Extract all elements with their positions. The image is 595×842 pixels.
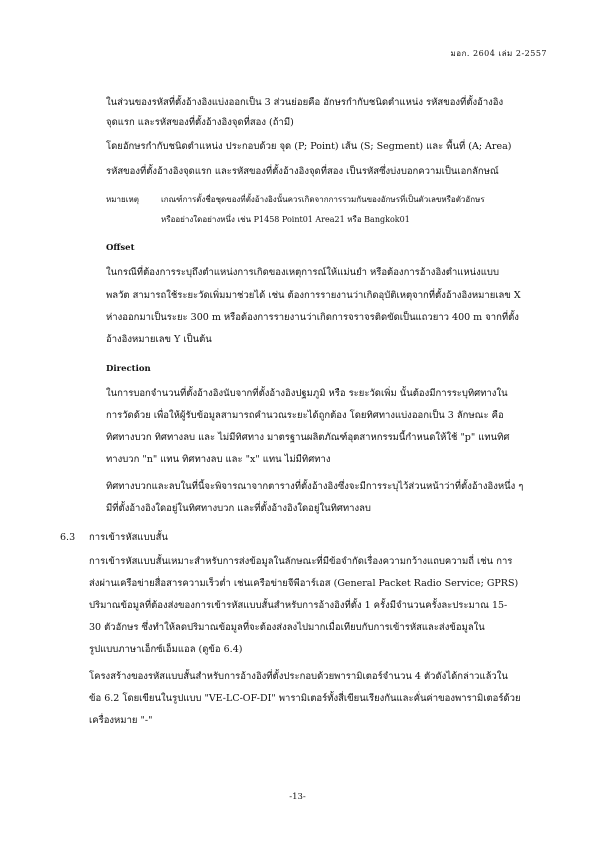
paragraph-line: รูปแบบภาษาเอ็กซ์เอ็มแอล (ดูข้อ 6.4) bbox=[89, 644, 243, 655]
paragraph-line: ในส่วนของรหัสที่ตั้งอ้างอิงแบ่งออกเป็น 3 ส่วนย่อยคือ อักษรกำกับชนิดตำแหน่ง รหัสของที่ตั้งอ้างอิง bbox=[106, 97, 504, 108]
note-label: หมายเหตุ bbox=[106, 195, 139, 204]
section-number: 6.3 bbox=[60, 532, 76, 543]
page-number: -13- bbox=[289, 792, 306, 802]
offset-heading: Offset bbox=[106, 243, 135, 253]
paragraph-line: ทางบวก "n" แทน ทิศทางลบ และ "x" แทน ไม่มีทิศทาง bbox=[106, 454, 331, 465]
paragraph-line: ห่างออกมาเป็นระยะ 300 m หรือต้องการรายงานว่าเกิดการจราจรติดขัดเป็นแถวยาว 400 m จากที่ตั้ง bbox=[106, 312, 519, 323]
paragraph-line: ในกรณีที่ต้องการระบุถึงตำแหน่งการเกิดของเหตุการณ์ให้แม่นยำ หรือต้องการอ้างอิงตำแหน่งแบบ bbox=[106, 267, 499, 278]
paragraph-line: จุดแรก และรหัสของที่ตั้งอ้างอิงจุดที่สอง (ถ้ามี) bbox=[106, 117, 294, 128]
paragraph-line: รหัสของที่ตั้งอ้างอิงจุดแรก และรหัสของที่ตั้งอ้างอิงจุดที่สอง เป็นรหัสซึ่งบ่งบอกความเป็นเอกลักษณ์ bbox=[106, 166, 499, 177]
paragraph-line: การวัดด้วย เพื่อให้ผู้รับข้อมูลสามารถคำนวณระยะได้ถูกต้อง โดยทิศทางแบ่งออกเป็น 3 ลักษณะ คือ bbox=[106, 410, 504, 421]
paragraph-line: ทิศทางบวก ทิศทางลบ และ ไม่มีทิศทาง มาตรฐานผลิตภัณฑ์อุตสาหกรรมนี้กำหนดให้ใช้ "p" แทนทิศ bbox=[106, 432, 510, 443]
paragraph-line: เครื่องหมาย "-" bbox=[89, 715, 153, 726]
direction-heading: Direction bbox=[106, 364, 151, 374]
section-title: การเข้ารหัสแบบสั้น bbox=[89, 532, 168, 543]
standard-code: มอก. 2604 เล่ม 2-2557 bbox=[450, 49, 547, 58]
paragraph-line: พลวัต สามารถใช้ระยะวัดเพิ่มมาช่วยได้ เช่น ต้องการรายงานว่าเกิดอุบัติเหตุจากที่ตั้งอ้างอิงหมายเลข X bbox=[106, 290, 521, 301]
paragraph-line: ข้อ 6.2 โดยเขียนในรูปแบบ "VE-LC-OF-DI" พารามิเตอร์ทั้งสี่เขียนเรียงกันและคั่นค่าของพารามิเตอร์ด้วย bbox=[89, 693, 521, 704]
paragraph-line: มีที่ตั้งอ้างอิงใดอยู่ในทิศทางบวก และที่ตั้งอ้างอิงใดอยู่ในทิศทางลบ bbox=[106, 503, 371, 514]
paragraph-line: การเข้ารหัสแบบสั้นเหมาะสำหรับการส่งข้อมูลในลักษณะที่มีข้อจำกัดเรื่องความกว้างแถบความถี่ เช่น การ bbox=[89, 556, 513, 567]
paragraph-line: 30 ตัวอักษร ซึ่งทำให้ลดปริมาณข้อมูลที่จะต้องส่งลงไปมากเมื่อเทียบกับการเข้ารหัสและส่งข้อมูลใน bbox=[89, 622, 485, 633]
paragraph-line: ปริมาณข้อมูลที่ต้องส่งของการเข้ารหัสแบบสั้นสำหรับการอ้างอิงที่ตั้ง 1 ครั้งมีจำนวนครั้งละประมาณ 15- bbox=[89, 600, 508, 611]
paragraph-line: โดยอักษรกำกับชนิดตำแหน่ง ประกอบด้วย จุด (P; Point) เส้น (S; Segment) และ พื้นที่ (A; Area) bbox=[106, 141, 512, 152]
paragraph-line: ทิศทางบวกและลบในที่นี้จะพิจารณาจากตารางที่ตั้งอ้างอิงซึ่งจะมีการระบุไว้ส่วนหน้าว่าที่ตั้งอ้างอิงหนึ่ง ๆ bbox=[106, 481, 524, 492]
paragraph-line: โครงสร้างของรหัสแบบสั้นสำหรับการอ้างอิงที่ตั้งประกอบด้วยพารามิเตอร์จำนวน 4 ตัวดังได้กล่าวแล้วใน bbox=[89, 671, 508, 682]
paragraph-line: ส่งผ่านเครือข่ายสื่อสารความเร็วต่ำ เช่นเครือข่ายจีพีอาร์เอส (General Packet Radio Service; GPRS) bbox=[89, 578, 519, 589]
paragraph-line: อ้างอิงหมายเลข Y เป็นต้น bbox=[106, 334, 212, 345]
note-line: หรืออย่างใดอย่างหนึ่ง เช่น P1458 Point01 Area21 หรือ Bangkok01 bbox=[161, 215, 410, 224]
paragraph-line: ในการบอกจำนวนที่ตั้งอ้างอิงนับจากที่ตั้งอ้างอิงปฐมภูมิ หรือ ระยะวัดเพิ่ม นั้นต้องมีการระบุทิศทางใน bbox=[106, 388, 508, 399]
note-line: เกณฑ์การตั้งชื่อชุดของที่ตั้งอ้างอิงนั้นควรเกิดจากการรวมกันของอักษรที่เป็นตัวเลขหรือตัวอักษร bbox=[161, 195, 485, 204]
